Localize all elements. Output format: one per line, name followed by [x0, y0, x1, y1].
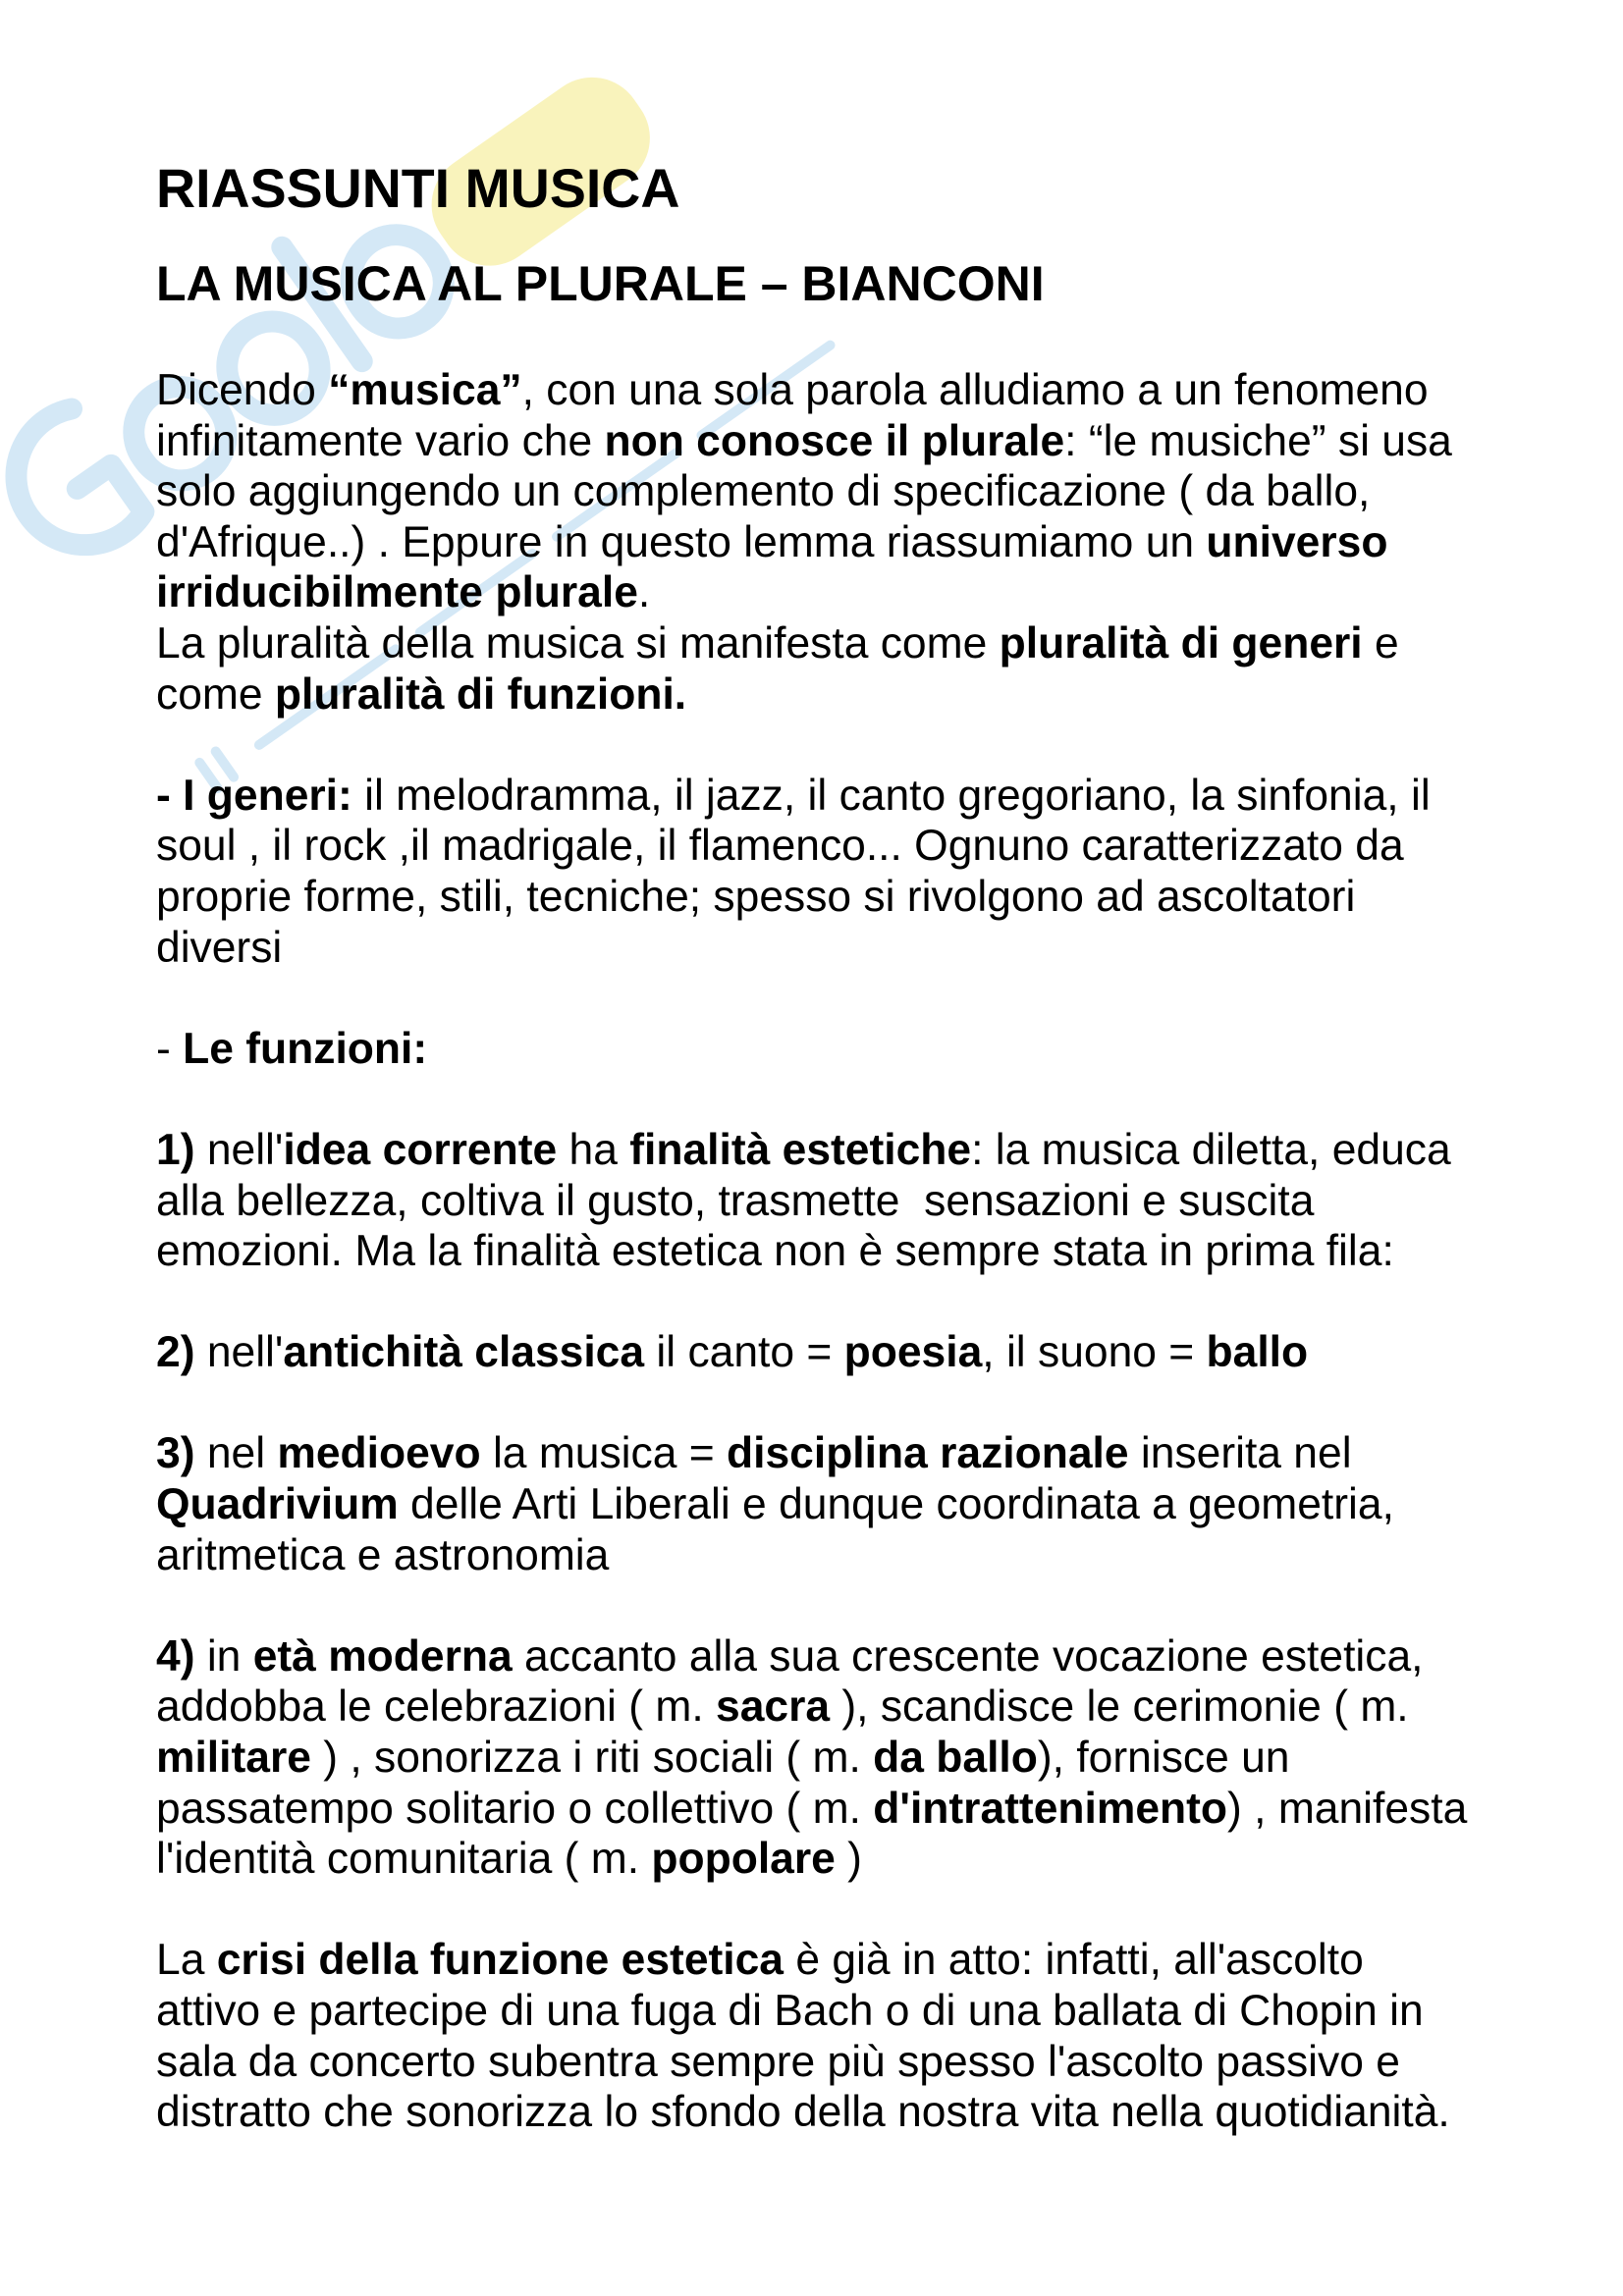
list-item-2 — [156, 1327, 1467, 1378]
list-item-1 — [156, 1125, 1467, 1277]
text-run: passatempo solitario o collettivo ( m. — [156, 1784, 874, 1833]
text-run: e — [1362, 618, 1399, 667]
text-line — [156, 2087, 1467, 2138]
bold-run: medioevo — [277, 1429, 481, 1478]
text-run: l'identità comunitaria ( m. — [156, 1835, 652, 1884]
section-heading: LA MUSICA AL PLURALE – BIANCONI — [156, 256, 1045, 311]
text-run: come — [156, 669, 275, 719]
text-run: La — [156, 1936, 217, 1985]
bold-run: non conosce il plurale — [604, 416, 1065, 465]
page-title: RIASSUNTI MUSICA — [156, 158, 680, 219]
text-run: aritmetica e astronomia — [156, 1530, 610, 1579]
bold-run: da ballo — [873, 1734, 1038, 1783]
bold-run: d'intrattenimento — [873, 1784, 1228, 1833]
text-run: proprie forme, stili, tecniche; spesso si rivolgono ad ascoltatori — [156, 872, 1356, 921]
text-run: , il suono = — [982, 1328, 1207, 1377]
text-run: il canto = — [644, 1328, 844, 1377]
text-run: soul , il rock ,il madrigale, il flamenco... Ognuno caratterizzato da — [156, 822, 1404, 871]
text-line — [156, 1784, 1467, 1835]
text-run: il melodramma, il jazz, il canto gregoriano, la sinfonia, il — [352, 771, 1431, 820]
text-line — [156, 1530, 1467, 1581]
text-line — [156, 1176, 1467, 1227]
text-line — [156, 1986, 1467, 2037]
paragraph-funzioni-heading — [156, 1024, 1467, 1075]
list-number: 1) — [156, 1125, 195, 1174]
text-line — [156, 1024, 1467, 1075]
text-line — [156, 669, 1467, 721]
paragraph-introduction — [156, 365, 1467, 720]
text-line — [156, 1226, 1467, 1277]
text-line — [156, 1125, 1467, 1176]
bold-run: Le funzioni: — [183, 1024, 428, 1073]
text-run: ) , sonorizza i riti sociali ( m. — [310, 1734, 874, 1783]
text-run: attivo e partecipe di una fuga di Bach o di una ballata di Chopin in — [156, 1987, 1424, 2035]
text-line — [156, 1733, 1467, 1784]
bold-run: finalità estetiche — [629, 1125, 972, 1174]
text-line — [156, 1834, 1467, 1885]
text-line — [156, 567, 1467, 618]
text-run: nell' — [194, 1328, 284, 1377]
text-run: infinitamente vario che — [156, 416, 605, 465]
text-run: in — [194, 1631, 253, 1681]
text-run: La pluralità della musica si manifesta come — [156, 618, 1000, 667]
text-run: diversi — [156, 923, 283, 972]
text-line — [156, 1682, 1467, 1733]
text-line — [156, 1479, 1467, 1530]
bold-run: idea corrente — [283, 1125, 558, 1174]
text-line — [156, 416, 1467, 467]
text-run: addobba le celebrazioni ( m. — [156, 1682, 717, 1732]
bold-run: crisi della funzione estetica — [216, 1936, 784, 1985]
text-line — [156, 872, 1467, 923]
list-number: 4) — [156, 1631, 195, 1681]
text-line — [156, 365, 1467, 416]
bold-run: età moderna — [252, 1631, 513, 1681]
list-number: 2) — [156, 1328, 195, 1377]
text-line — [156, 821, 1467, 872]
list-item-3 — [156, 1428, 1467, 1580]
text-run: nel — [194, 1429, 278, 1478]
bold-run: ballo — [1206, 1328, 1309, 1377]
bold-run: - I generi: — [156, 771, 352, 820]
text-run: sala da concerto subentra sempre più spesso l'ascolto passivo e — [156, 2037, 1400, 2086]
bold-run: “musica” — [328, 366, 522, 414]
paragraph-generi — [156, 771, 1467, 973]
bold-run: Quadrivium — [156, 1480, 399, 1529]
text-run: nell' — [194, 1125, 284, 1174]
bold-run: pluralità di funzioni. — [274, 669, 687, 719]
bold-run: militare — [156, 1734, 311, 1783]
text-run: inserita nel — [1128, 1429, 1352, 1478]
text-line — [156, 771, 1467, 822]
text-run: delle Arti Liberali e dunque coordinata a geometria, — [398, 1480, 1394, 1529]
list-number: 3) — [156, 1429, 195, 1478]
text-line — [156, 517, 1467, 568]
text-line — [156, 1428, 1467, 1479]
text-run: : la musica diletta, educa — [971, 1125, 1451, 1174]
bold-run: universo — [1206, 517, 1388, 566]
text-run: ha — [557, 1125, 630, 1174]
text-line — [156, 1935, 1467, 1986]
paragraph-crisi — [156, 1935, 1467, 2137]
bold-run: poesia — [843, 1328, 983, 1377]
text-run: , con una sola parola alludiamo a un fenomeno — [521, 366, 1429, 414]
bold-run: pluralità di generi — [999, 618, 1363, 667]
text-run: distratto che sonorizza lo sfondo della nostra vita nella quotidianità. — [156, 2088, 1450, 2137]
text-line — [156, 466, 1467, 517]
bold-run: disciplina razionale — [727, 1429, 1129, 1478]
bold-run: popolare — [651, 1835, 836, 1884]
text-line — [156, 618, 1467, 669]
text-line — [156, 1631, 1467, 1682]
text-run: ), scandisce le cerimonie ( m. — [830, 1682, 1409, 1732]
text-run: ), fornisce un — [1037, 1734, 1290, 1783]
text-run: ) , manifesta — [1227, 1784, 1468, 1833]
text-run: : “le musiche” si usa — [1064, 416, 1452, 465]
text-line — [156, 1327, 1467, 1378]
text-run: emozioni. Ma la finalità estetica non è sempre stata in prima fila: — [156, 1227, 1394, 1276]
text-run: ) — [835, 1835, 862, 1884]
text-run: - — [156, 1024, 184, 1073]
text-run: è già in atto: infatti, all'ascolto — [784, 1936, 1364, 1985]
text-run: la musica = — [480, 1429, 728, 1478]
text-run: . — [637, 568, 651, 617]
text-run: d'Afrique..) . Eppure in questo lemma riassumiamo un — [156, 517, 1207, 566]
text-run: accanto alla sua crescente vocazione estetica, — [512, 1631, 1424, 1681]
document-body — [156, 365, 1467, 2138]
list-item-4 — [156, 1631, 1467, 1885]
bold-run: antichità classica — [283, 1328, 645, 1377]
text-run: solo aggiungendo un complemento di specificazione ( da ballo, — [156, 467, 1371, 516]
text-line — [156, 2037, 1467, 2088]
text-run: alla bellezza, coltiva il gusto, trasmette sensazioni e suscita — [156, 1176, 1315, 1225]
text-line — [156, 923, 1467, 974]
text-run: Dicendo — [156, 366, 329, 414]
bold-run: sacra — [716, 1682, 831, 1732]
bold-run: irriducibilmente plurale — [156, 568, 638, 617]
